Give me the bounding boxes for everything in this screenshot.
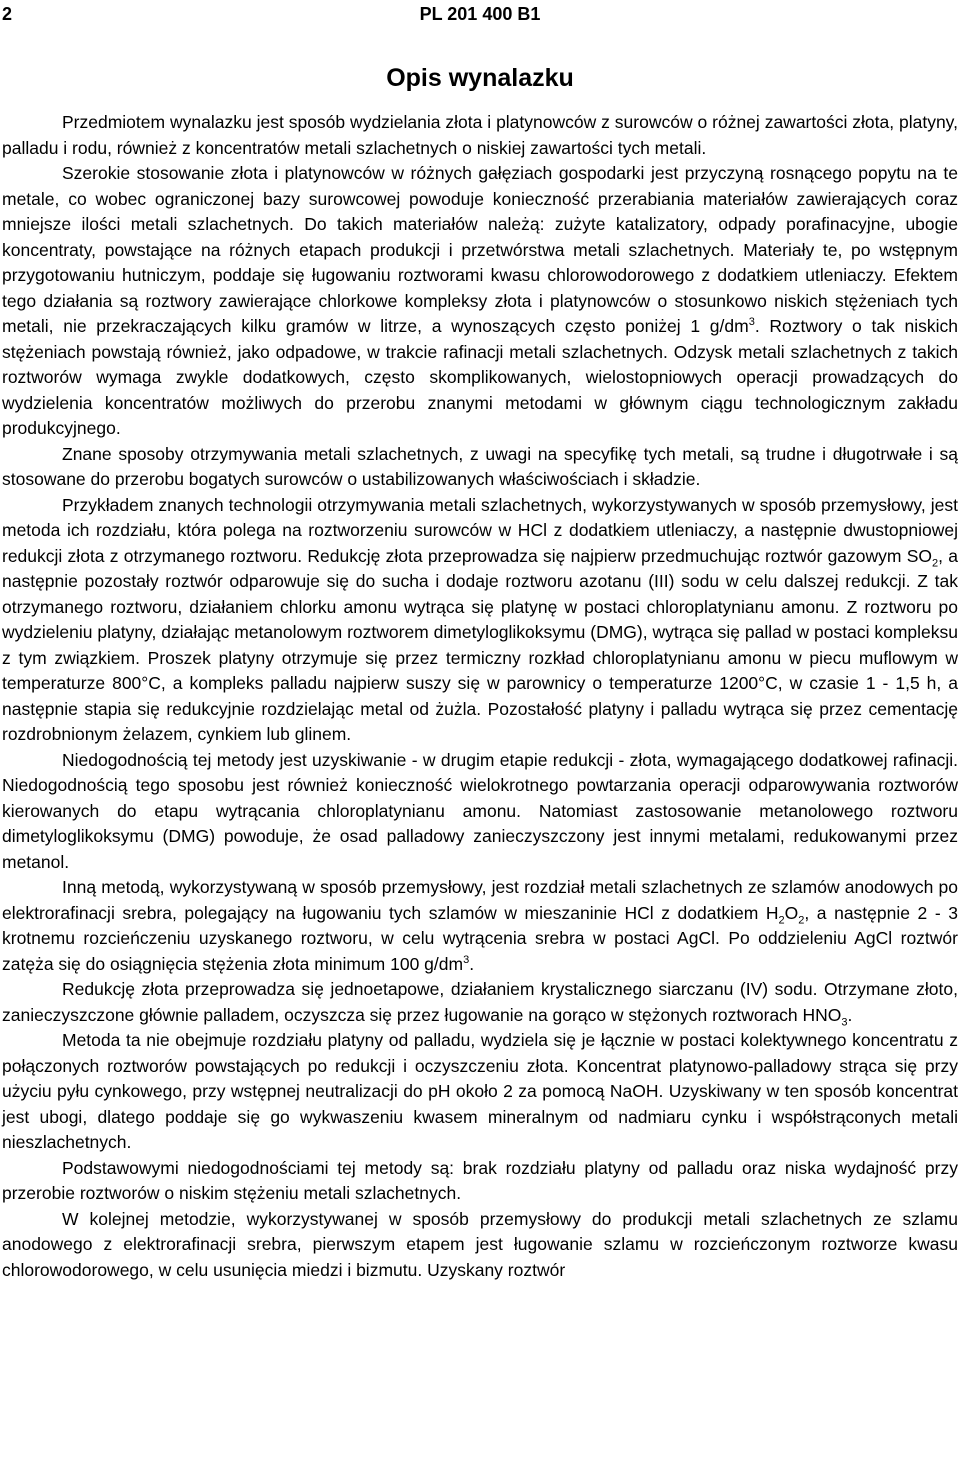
paragraph-6: Inną metodą, wykorzystywaną w sposób przemysłowy, jest rozdział metali szlachetnych ze szlamów anodowych po elektrorafinacji srebra, polegający na ługowaniu tych szlamów w mieszaninie HCl z dodatkiem $H_2O_2$, a następnie 2 - 3 krotnemu rozcieńczeniu uzyskanego roztworu, w celu wytrącenia srebra w postaci AgCl. Po oddzieleniu AgCl roztwór zatęża się do osiągnięcia stężenia złota minimum 100 $g/dm^3$. — [2, 877, 958, 974]
paragraph-1: Przedmiotem wynalazku jest sposób wydzielania złota i platynowców z surowców o różnej zawartości złota, platyny, palladu i rodu, również z koncentratów metali szlachetnych o niskiej zawartości tych metali. — [2, 112, 958, 158]
paragraph-3: Znane sposoby otrzymywania metali szlachetnych, z uwagi na specyfikę tych metali, są trudne i długotrwałe i są stosowane do przerobu bogatych surowców o ustabilizowanych właściwościach i składzie. — [2, 443, 958, 489]
paragraph-9: Podstawowymi niedogodnościami tej metody są: brak rozdziału platyny od palladu oraz niska wydajność przy przerobie roztworów o niskim stężeniu metali szlachetnych. — [2, 1157, 958, 1203]
paragraph-7: Redukcję złota przeprowadza się jednoetapowe, działaniem krystalicznego siarczanu (IV) sodu. Otrzymane złoto, zanieczyszczone głównie palladem, oczyszcza się przez ługowanie na gorąco w stężonych roztworach $HNO_3$. — [2, 979, 958, 1028]
paragraph-4: Przykładem znanych technologii otrzymywania metali szlachetnych, wykorzystywanych w sposób przemysłowy, jest metoda ich rozdziału, która polega na roztworzeniu surowców w HCl z dodatkiem utleniaczy, a następnie dwustopniowej redukcji złota z otrzymanego roztworu. Redukcję złota przeprowadza się najpierw przedmuchując roztwór gazowym $SO_2$, a następnie pozostały roztwór odparowuje się do sucha i dodaje roztworu azotanu (III) sodu w celu dalszej redukcji. Z tak otrzymanego roztworu, działaniem chlorku amonu wytrąca się platynę w postaci chloroplatynianu amonu. Z roztworu po wydzieleniu platyny, działając metanolowym roztworem dimetyloglikoksymu (DMG), wytrąca się pallad w postaci kompleksu z tym związkiem. Proszek platyny otrzymuje się przez termiczny rozkład chloroplatynianu amonu w piecu muflowym w temperaturze 800°C, a kompleks palladu najpierw suszy się w parownicy o temperaturze 1200°C, w czasie 1 - 1,5 h, a następnie stapia się redukcyjnie rozdzielając metal od żużla. Pozostałość platyny i palladu wytrąca się przez cementację rozdrobnionym żelazem, cynkiem lub glinem. — [2, 494, 958, 744]
paragraph-10: W kolejnej metodzie, wykorzystywanej w sposób przemysłowy do produkcji metali szlachetnych ze szlamu anodowego z elektrorafinacji srebra, pierwszym etapem jest ługowanie szlamu w rozcieńczonym roztworze kwasu chlorowodorowego, w celu usunięcia miedzi i bizmutu. Uzyskany roztwór — [2, 1208, 958, 1280]
page-number: 2 — [2, 4, 13, 24]
document-title: Opis wynalazku — [386, 64, 574, 92]
page-header — [0, 4, 960, 30]
paragraph-2: Szerokie stosowanie złota i platynowców w różnych gałęziach gospodarki jest przyczyną rosnącego popytu na te metale, co wobec ograniczonej bazy surowcowej powoduje konieczność przerabiania materiałów zawierających coraz mniejsze ilości metali szlachetnych. Do takich materiałów należą: zużyte katalizatory, odpady porafinacyjne, ubogie koncentraty, powstające na różnych etapach produkcji i przetwórstwa metali szlachetnych. Materiały te, po wstępnym przygotowaniu hutniczym, poddaje się ługowaniu roztworami kwasu chlorowodorowego z dodatkiem utleniaczy. Efektem tego działania są roztwory zawierające chlorkowe kompleksy złota i platynowców o stosunkowo niskich stężeniach tych metali, nie przekraczających kilku gramów w litrze, a wynoszących często poniżej 1 $g/dm^3$. Roztwory o tak niskich stężeniach powstają również, jako odpadowe, w trakcie rafinacji metali szlachetnych. Odzysk metali szlachetnych z takich roztworów wymaga zwykle dodatkowych, często skomplikowanych, wielostopniowych operacji prowadzących do wydzielenia koncentratów możliwych do przerobu znanymi metodami w głównym ciągu technologicznym zakładu produkcyjnego. — [2, 163, 959, 438]
patent-number: PL 201 400 B1 — [419, 4, 541, 24]
paragraph-8: Metoda ta nie obejmuje rozdziału platyny od palladu, wydziela się je łącznie w postaci kolektywnego koncentratu z połączonych roztworów powstających po redukcji i oczyszczeniu złota. Koncentrat platynowo-palladowy strąca się przy użyciu pyłu cynkowego, przy wstępnej neutralizacji do pH około 2 za pomocą NaOH. Uzyskiwany w ten sposób koncentrat jest ubogi, dlatego poddaje się go wykwaszeniu kwasem mineralnym od nadmiaru cynku i współstrąconych metali nieszlachetnych. — [2, 1030, 958, 1152]
document-body — [2, 110, 958, 1283]
paragraph-5: Niedogodnością tej metody jest uzyskiwanie - w drugim etapie redukcji - złota, wymagającego dodatkowej rafinacji. Niedogodnością tego sposobu jest również konieczność wielokrotnego powtarzania operacji odparowywania roztworów kierowanych do etapu wytrącania chloroplatynianu amonu. Natomiast zastosowanie metanolowego roztworu dimetyloglikoksymu (DMG) powoduje, że osad palladowy zanieczyszczony jest innymi metalami, redukowanymi przez metanol. — [2, 749, 958, 872]
